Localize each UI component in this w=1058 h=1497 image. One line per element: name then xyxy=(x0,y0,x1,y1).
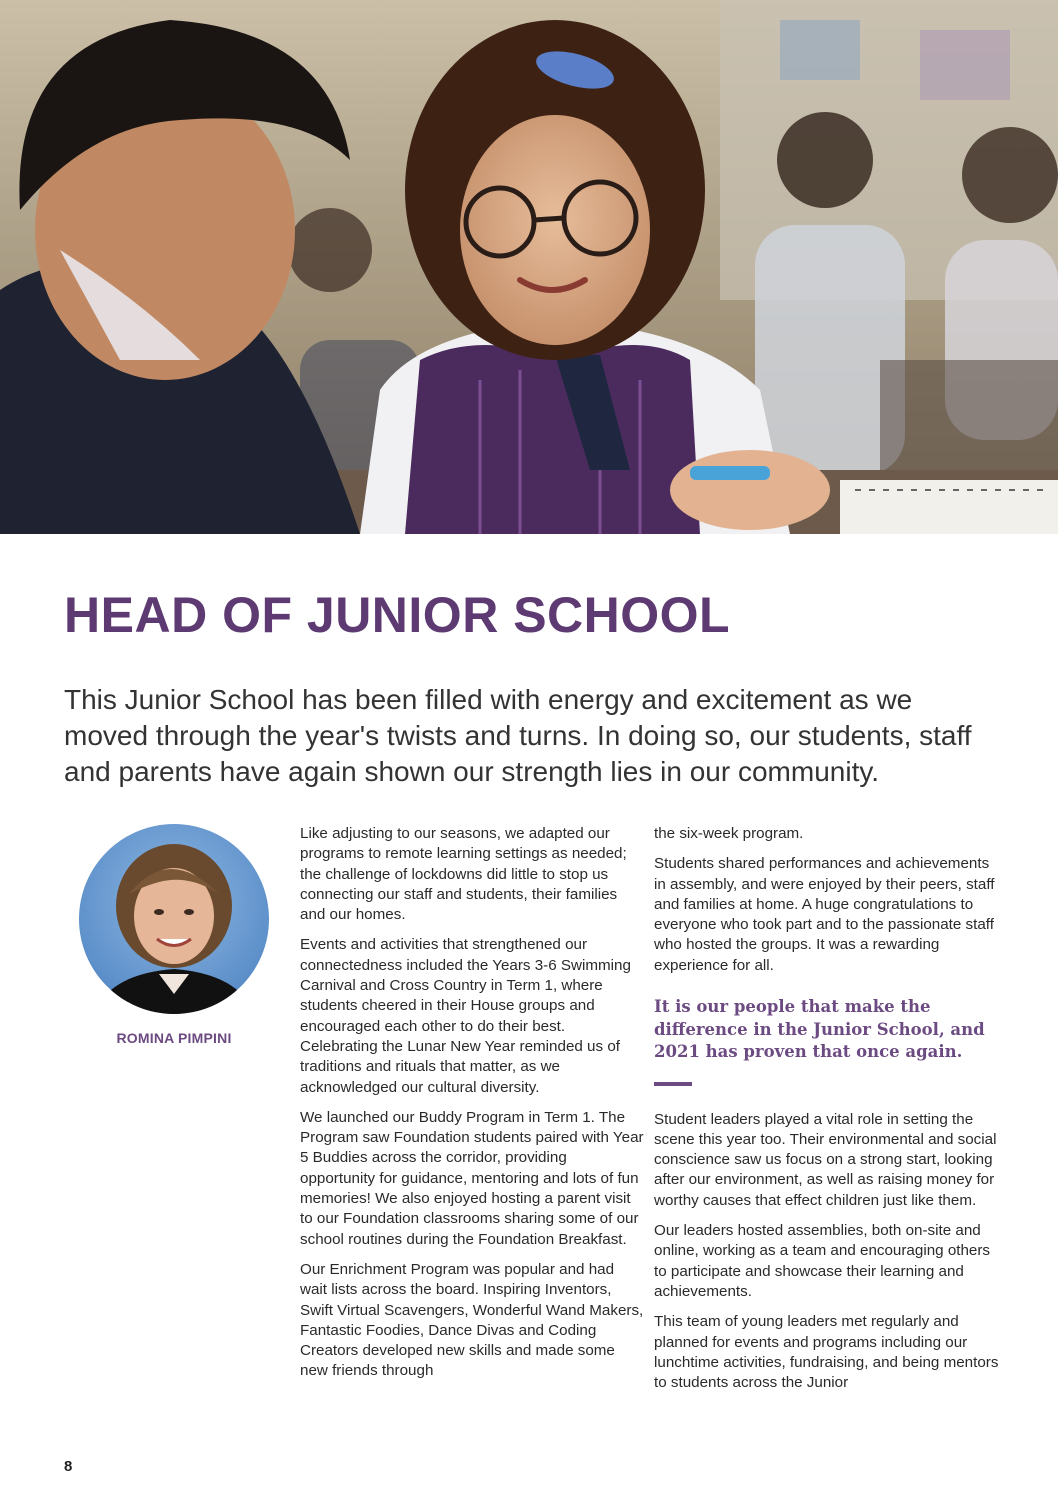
intro-paragraph: This Junior School has been filled with energy and excitement as we moved through the year's twists and turns. In doing so, our students, staff and parents have again shown our strength lies in our community. xyxy=(64,684,972,787)
body-paragraph: Our leaders hosted assemblies, both on-site and online, working as a team and encouraging others to participate and showcase their learning and achievements. xyxy=(654,1222,991,1300)
body-paragraph: We launched our Buddy Program in Term 1. The Program saw Foundation students paired with Year 5 Buddies across the corridor, providing opportunity for guidance, mentoring and lots of fun memories! We also enjoyed hosting a parent visit to our Foundation classrooms sharing some of our school routines during the Foundation Breakfast. xyxy=(300,1108,644,1248)
pull-quote: It is our people that make the difference in the Junior School, and 2021 has proven that once again. xyxy=(654,997,985,1062)
body-paragraph: the six-week program. xyxy=(654,825,804,842)
body-paragraph: Our Enrichment Program was popular and had wait lists across the board. Inspiring Inventors, Swift Virtual Scavengers, Wonderful Wand Makers, Fantastic Foodies, Dance Divas and Coding Creators developed new skills and made some new friends through xyxy=(300,1260,644,1380)
portrait-caption: ROMINA PIMPINI xyxy=(116,1030,232,1046)
page-title: HEAD OF JUNIOR SCHOOL xyxy=(64,587,731,643)
body-paragraph: Student leaders played a vital role in setting the scene this year too. Their environmental and social conscience saw us focus on a strong start, looking after our environment, as well as raising money for worthy causes that effect children just like them. xyxy=(654,1110,997,1209)
portrait-photo xyxy=(79,824,269,1014)
body-paragraph: Students shared performances and achievements in assembly, and were enjoyed by their peers, staff and families at home. A huge congratulations to everyone who took part and to the passionate staff who hosted the groups. It was a rewarding experience for all. xyxy=(654,855,995,974)
body-paragraph: This team of young leaders met regularly and planned for events and programs including our lunchtime activities, fundraising, and being mentors to students across the Junior xyxy=(654,1313,999,1392)
hero-photo xyxy=(0,0,1058,534)
text-column-2 xyxy=(654,824,999,1403)
page-number: 8 xyxy=(64,1458,73,1475)
pull-quote-rule xyxy=(654,1082,692,1086)
body-paragraph: Events and activities that strengthened our connectedness included the Years 3-6 Swimming Carnival and Cross Country in Term 1, where students cheered in their House groups and encouraged each other to do their best. Celebrating the Lunar New Year reminded us of traditions and rituals that matter, as we acknowledged our cultural diversity. xyxy=(300,936,631,1096)
text-column-1 xyxy=(300,824,645,1392)
body-paragraph: Like adjusting to our seasons, we adapted our programs to remote learning settings as needed; the challenge of lockdowns did little to stop us connecting our staff and students, their families and our homes. xyxy=(300,825,627,924)
